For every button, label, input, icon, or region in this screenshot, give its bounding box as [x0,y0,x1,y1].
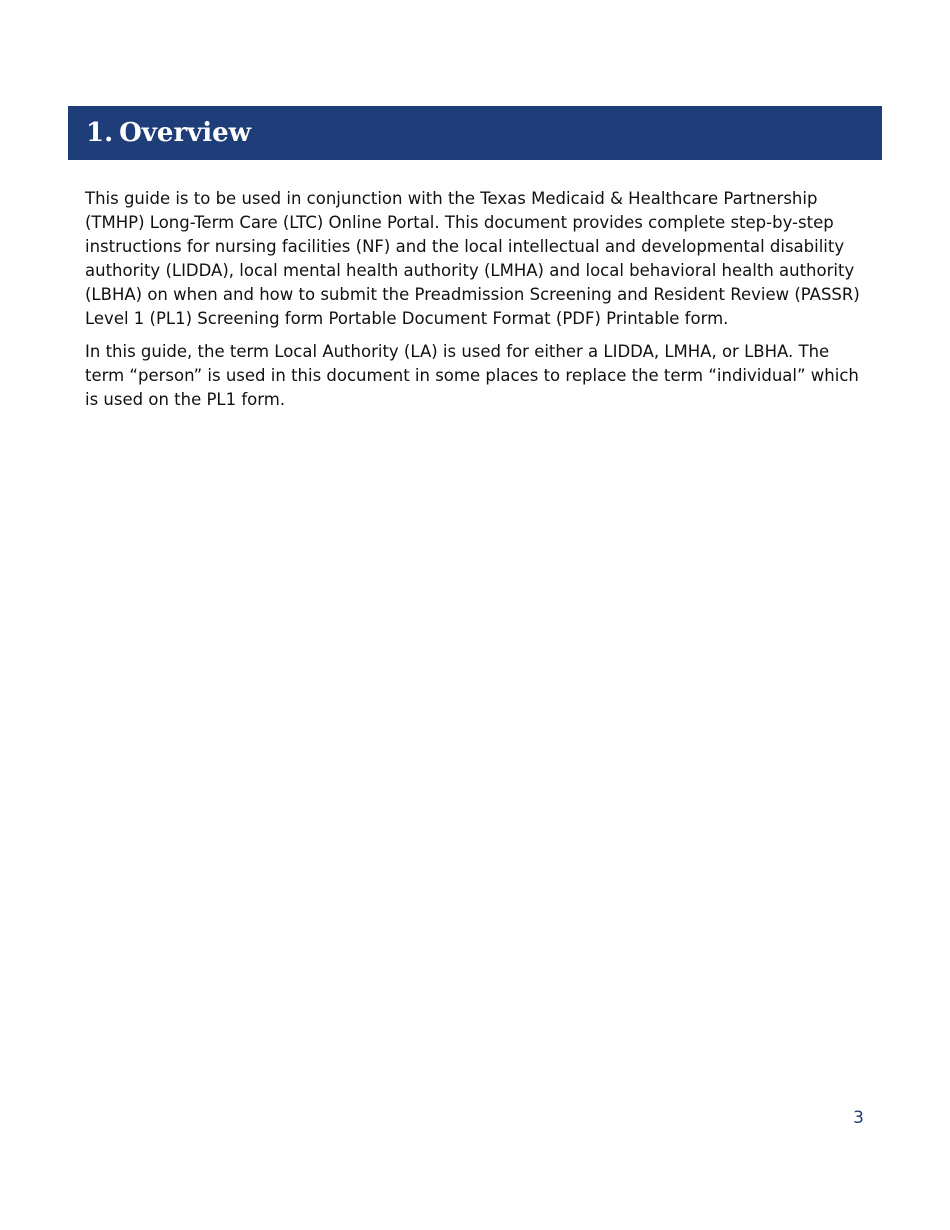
body-text [85,187,870,421]
section-heading [86,118,251,148]
paragraph-intro: This guide is to be used in conjunction with the Texas Medicaid & Healthcare Partnership (TMHP) Long-Term Care (LTC) Online Portal. This document provides complete step-by-step instructions for nursing facilities (NF) and the local intellectual and developmental disability authority (LIDDA), local mental health authority (LMHA) and local behavioral health authority (LBHA) on when and how to submit the Preadmission Screening and Resident Review (PASSR) Level 1 (PL1) Screening form Portable Document Format (PDF) Printable form. [85,189,860,328]
section-title: Overview [119,118,252,148]
section-number: 1. [86,118,114,148]
page-number: 3 [853,1108,864,1128]
paragraph-terminology: In this guide, the term Local Authority (LA) is used for either a LIDDA, LMHA, or LBHA. The term “person” is used in this document in some places to replace the term “individual” which is used on the PL1 form. [85,342,859,409]
section-banner [68,106,882,160]
